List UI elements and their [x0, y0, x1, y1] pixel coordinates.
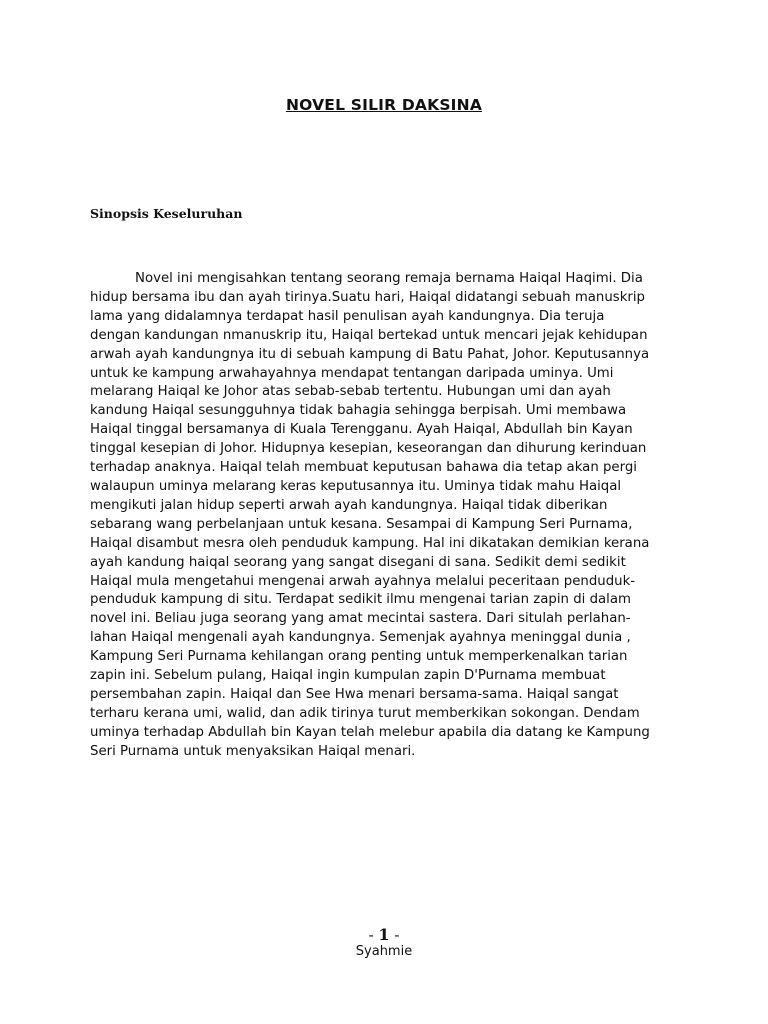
paragraph-line: Haiqal disambut mesra oleh penduduk kampung. Hal ini dikatakan demikian kerana: [90, 535, 650, 551]
paragraph-line: uminya terhadap Abdullah bin Kayan telah melebur apabila dia datang ke Kampung: [90, 724, 650, 740]
paragraph-line: melarang Haiqal ke Johor atas sebab-sebab tertentu. Hubungan umi dan ayah: [90, 384, 611, 400]
paragraph-line: hidup bersama ibu dan ayah tirinya.Suatu hari, Haiqal didatangi sebuah manuskrip: [90, 289, 646, 305]
paragraph-line: terharu kerana umi, walid, dan adik tirinya turut memberkikan sokongan. Dendam: [90, 705, 640, 721]
section-heading: Sinopsis Keseluruhan: [90, 206, 243, 221]
paragraph-line: Haiqal tinggal bersamanya di Kuala Terengganu. Ayah Haiqal, Abdullah bin Kayan: [90, 422, 633, 438]
page-number-value: 1: [378, 925, 390, 944]
synopsis-paragraph: [90, 270, 682, 762]
paragraph-line: untuk ke kampung arwahayahnya mendapat tentangan daripada uminya. Umi: [90, 365, 614, 381]
footer-author: Syahmie: [355, 944, 413, 959]
paragraph-line: penduduk kampung di situ. Terdapat sedikit ilmu mengenai tarian zapin di dalam: [90, 592, 631, 608]
paragraph-line: mengikuti jalan hidup seperti arwah ayah kandungnya. Haiqal tidak diberikan: [90, 497, 608, 513]
paragraph-line: Haiqal mula mengetahui mengenai arwah ayahnya melalui peceritaan penduduk-: [90, 573, 636, 589]
paragraph-line: ayah kandung haiqal seorang yang sangat disegani di sana. Sedikit demi sedikit: [90, 554, 626, 570]
paragraph-line: Kampung Seri Purnama kehilangan orang penting untuk memperkenalkan tarian: [90, 649, 628, 665]
paragraph-line: persembahan zapin. Haiqal dan See Hwa menari bersama-sama. Haiqal sangat: [90, 686, 619, 702]
paragraph-line: lahan Haiqal mengenali ayah kandungnya. Semenjak ayahnya meninggal dunia ,: [90, 630, 631, 646]
paragraph-line: terhadap anaknya. Haiqal telah membuat keputusan bahawa dia tetap akan pergi: [90, 460, 637, 476]
paragraph-line: zapin ini. Sebelum pulang, Haiqal ingin kumpulan zapin D'Purnama membuat: [90, 668, 606, 684]
page-number-suffix: -: [389, 926, 400, 944]
paragraph-line: novel ini. Beliau juga seorang yang amat mecintai sastera. Dari situlah perlahan-: [90, 611, 631, 627]
paragraph-line: Seri Purnama untuk menyaksikan Haiqal menari.: [90, 743, 416, 759]
paragraph-line: lama yang didalamnya terdapat hasil penulisan ayah kandungnya. Dia teruja: [90, 308, 605, 324]
document-title: NOVEL SILIR DAKSINA: [285, 96, 483, 114]
page-number-prefix: -: [368, 926, 379, 944]
paragraph-line: Novel ini mengisahkan tentang seorang remaja bernama Haiqal Haqimi. Dia: [135, 271, 643, 286]
paragraph-line: tinggal kesepian di Johor. Hidupnya kesepian, keseorangan dan dihurung kerinduan: [90, 441, 647, 457]
paragraph-line: arwah ayah kandungnya itu di sebuah kampung di Batu Pahat, Johor. Keputusannya: [90, 346, 650, 362]
page-number: [0, 925, 768, 944]
paragraph-line: kandung Haiqal sesungguhnya tidak bahagia sehingga berpisah. Umi membawa: [90, 403, 627, 419]
paragraph-line: dengan kandungan nmanuskrip itu, Haiqal bertekad untuk mencari jejak kehidupan: [90, 327, 648, 343]
paragraph-line: sebarang wang perbelanjaan untuk kesana. Sesampai di Kampung Seri Purnama,: [90, 516, 633, 532]
paragraph-line: walaupun uminya melarang keras keputusannya itu. Uminya tidak mahu Haiqal: [90, 478, 622, 494]
